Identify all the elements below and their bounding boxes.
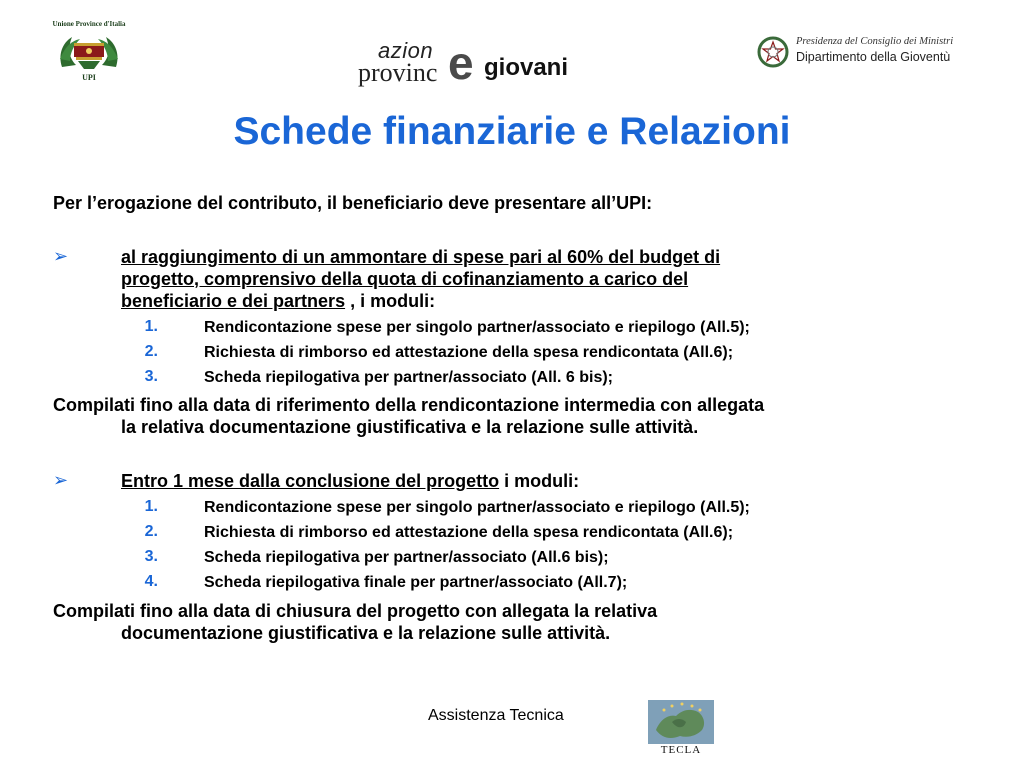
upi-logo-name: Unione Province d'Italia (52, 20, 126, 28)
logo-e-mark: e (448, 37, 474, 89)
section1-line3 (121, 290, 435, 313)
intro-text: Per l’erogazione del contributo, il beneficiario deve presentare all’UPI: (53, 193, 653, 213)
list-item-text: Scheda riepilogativa per partner/associato (All.6 bis); (204, 549, 609, 566)
dipartimento-text: Dipartimento della Gioventù (796, 50, 951, 64)
logo-text-giovani: giovani (484, 54, 569, 81)
footer-assistenza-tecnica: Assistenza Tecnica (428, 707, 564, 724)
list-item-number: 3. (144, 368, 158, 385)
list-item-number: 1. (144, 498, 158, 515)
presidenza-text: Presidenza del Consiglio dei Ministri (796, 36, 954, 47)
section1-closing-line1: Compilati fino alla data di riferimento della rendicontazione intermedia con allegata (53, 395, 765, 415)
tecla-logo (648, 700, 714, 758)
section1-closing-line2: la relativa documentazione giustificativa e la relazione sulle attività. (121, 417, 699, 437)
europe-map-icon (648, 700, 714, 744)
list-item-text: Rendicontazione spese per singolo partner/associato e riepilogo (All.5); (204, 499, 750, 516)
italian-republic-emblem-icon (756, 34, 790, 70)
list-item-number: 4. (144, 573, 158, 590)
list-item-text: Scheda riepilogativa finale per partner/associato (All.7); (204, 574, 628, 591)
section1-line3-underlined: beneficiario e dei partners (121, 291, 346, 311)
list-item-number: 2. (144, 343, 158, 360)
section1-bullet-icon: ➢ (53, 246, 69, 266)
section1-line2: progetto, comprensivo della quota di cofinanziamento a carico del (121, 269, 689, 289)
list-item-text: Richiesta di rimborso ed attestazione della spesa rendicontata (All.6); (204, 344, 734, 361)
section2-line1 (121, 470, 579, 493)
upi-emblem-icon (54, 29, 124, 73)
slide-title: Schede finanziarie e Relazioni (233, 110, 791, 153)
section2-line1-rest: i moduli: (499, 471, 580, 491)
section1-line1: al raggiungimento di un ammontare di spese pari al 60% del budget di (121, 247, 721, 267)
section2-closing-line1: Compilati fino alla data di chiusura del progetto con allegata la relativa (53, 601, 658, 621)
list-item-number: 3. (144, 548, 158, 565)
section2-bullet-icon: ➢ (53, 470, 69, 490)
tecla-label: TECLA (660, 744, 702, 756)
upi-logo-abbr: UPI (82, 73, 96, 82)
list-item-text: Richiesta di rimborso ed attestazione della spesa rendicontata (All.6); (204, 524, 734, 541)
section1-line3-rest: , i moduli: (345, 291, 436, 311)
list-item-text: Scheda riepilogativa per partner/associato (All. 6 bis); (204, 369, 614, 386)
azione-province-giovani-logo (356, 38, 596, 90)
list-item-number: 2. (144, 523, 158, 540)
section2-closing-line2: documentazione giustificativa e la relazione sulle attività. (121, 623, 611, 643)
upi-logo (48, 20, 130, 82)
section2-line1-underlined: Entro 1 mese dalla conclusione del progetto (121, 471, 500, 491)
dipartimento-gioventu-logo (756, 32, 956, 74)
logo-text-provinc: provinc (358, 58, 438, 87)
logo-text-azion: azion (378, 38, 434, 63)
list-item-text: Rendicontazione spese per singolo partner/associato e riepilogo (All.5); (204, 319, 750, 336)
list-item-number: 1. (144, 318, 158, 335)
